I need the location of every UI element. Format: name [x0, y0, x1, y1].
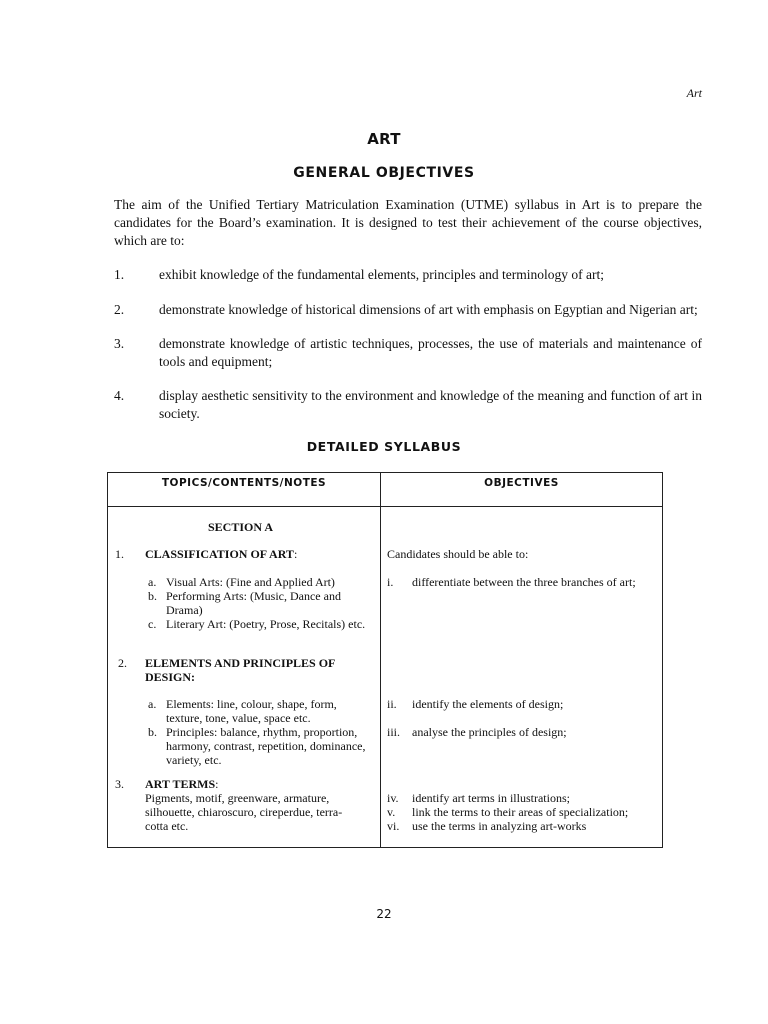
item-roman: v.: [387, 805, 396, 819]
objective-text: demonstrate knowledge of historical dimensions of art with emphasis on Egyptian and Nigerian art;: [159, 301, 698, 317]
topic-title-text: ART TERMS: [145, 777, 216, 791]
topic-description: Pigments, motif, greenware, armature, silhouette, chiaroscuro, cireperdue, terra-cotta etc.: [145, 791, 343, 833]
topic-number: 1.: [115, 547, 124, 561]
list-item: [148, 725, 376, 767]
objective-entry: [387, 725, 657, 739]
objective-item: [114, 335, 702, 370]
objective-number: 2.: [114, 301, 125, 317]
item-roman: iii.: [387, 725, 401, 739]
topic-sublist: [148, 697, 376, 767]
objective-item: [114, 387, 702, 422]
item-letter: b.: [148, 725, 157, 739]
topic-title-text: CLASSIFICATION OF ART: [145, 547, 294, 561]
section-heading: SECTION A: [208, 520, 274, 534]
column-header-objectives: OBJECTIVES: [381, 473, 663, 507]
objective-item: [114, 301, 702, 319]
list-item: [387, 725, 657, 739]
topic-title: [145, 547, 297, 561]
item-text: Principles: balance, rhythm, proportion, harmony, contrast, repetition, dominance, variety, etc.: [166, 725, 366, 767]
item-text: identify the elements of design;: [412, 697, 564, 711]
table-row: [108, 507, 663, 848]
list-item: [148, 589, 373, 617]
objective-item: [114, 266, 702, 284]
item-letter: c.: [148, 617, 157, 631]
list-item: [387, 791, 663, 805]
list-item: [387, 575, 657, 589]
item-text: link the terms to their areas of specialization;: [412, 805, 629, 819]
item-roman: ii.: [387, 697, 397, 711]
objective-text: demonstrate knowledge of artistic techniques, processes, the use of materials and maintenance of tools and equipment;: [159, 336, 702, 369]
list-item: [387, 819, 663, 833]
topics-cell: [108, 507, 381, 848]
topic-title: ELEMENTS AND PRINCIPLES OF DESIGN:: [145, 656, 335, 684]
item-roman: iv.: [387, 791, 399, 805]
topic-title-colon: :: [215, 777, 219, 791]
objective-group: [387, 791, 663, 833]
item-text: Elements: line, colour, shape, form, texture, tone, value, space etc.: [166, 697, 337, 725]
list-item: [387, 805, 663, 819]
objective-text: exhibit knowledge of the fundamental elements, principles and terminology of art;: [159, 267, 604, 282]
item-letter: a.: [148, 697, 157, 711]
objective-entry: [387, 697, 657, 711]
item-roman: vi.: [387, 819, 400, 833]
list-item: [387, 697, 657, 711]
item-text: Visual Arts: (Fine and Applied Art): [166, 575, 335, 589]
item-text: Literary Art: (Poetry, Prose, Recitals) etc.: [166, 617, 366, 631]
list-item: [148, 575, 373, 589]
list-item: [148, 617, 373, 631]
column-header-topics: TOPICS/CONTENTS/NOTES: [108, 473, 381, 507]
list-item: [148, 697, 376, 725]
page-title: ART: [367, 130, 401, 148]
intro-paragraph: The aim of the Unified Tertiary Matriculation Examination (UTME) syllabus in Art is to prepare the candidates for the Board’s examination. It is designed to test their achievement of the course objectives, which are to:: [114, 197, 702, 248]
item-text: identify art terms in illustrations;: [412, 791, 570, 805]
item-letter: b.: [148, 589, 157, 603]
topic-number: 3.: [115, 777, 124, 791]
general-objectives-heading: GENERAL OBJECTIVES: [293, 165, 475, 181]
item-text: use the terms in analyzing art-works: [412, 819, 587, 833]
objective-number: 3.: [114, 336, 125, 351]
topic-number: 2.: [118, 656, 127, 670]
page-number: 22: [376, 907, 392, 921]
topic-title: [145, 777, 219, 791]
objective-text: display aesthetic sensitivity to the environment and knowledge of the meaning and function of art in society.: [159, 388, 702, 421]
running-header: Art: [686, 86, 702, 100]
topic-title-colon: :: [293, 547, 298, 561]
objective-number: 4.: [114, 388, 125, 403]
objectives-intro: Candidates should be able to:: [387, 547, 529, 561]
item-text: differentiate between the three branches of art;: [412, 575, 636, 589]
objectives-cell: [381, 507, 663, 848]
item-text: Performing Arts: (Music, Dance and Drama): [166, 589, 341, 617]
objective-entry: [387, 575, 657, 589]
topic-sublist: [148, 575, 373, 631]
item-text: analyse the principles of design;: [412, 725, 567, 739]
item-roman: i.: [387, 575, 394, 589]
objective-number: 1.: [114, 267, 125, 282]
objectives-list: [114, 266, 702, 439]
detailed-syllabus-heading: DETAILED SYLLABUS: [306, 439, 462, 454]
syllabus-table: [107, 472, 663, 848]
table-header-row: [108, 473, 663, 507]
item-letter: a.: [148, 575, 157, 589]
